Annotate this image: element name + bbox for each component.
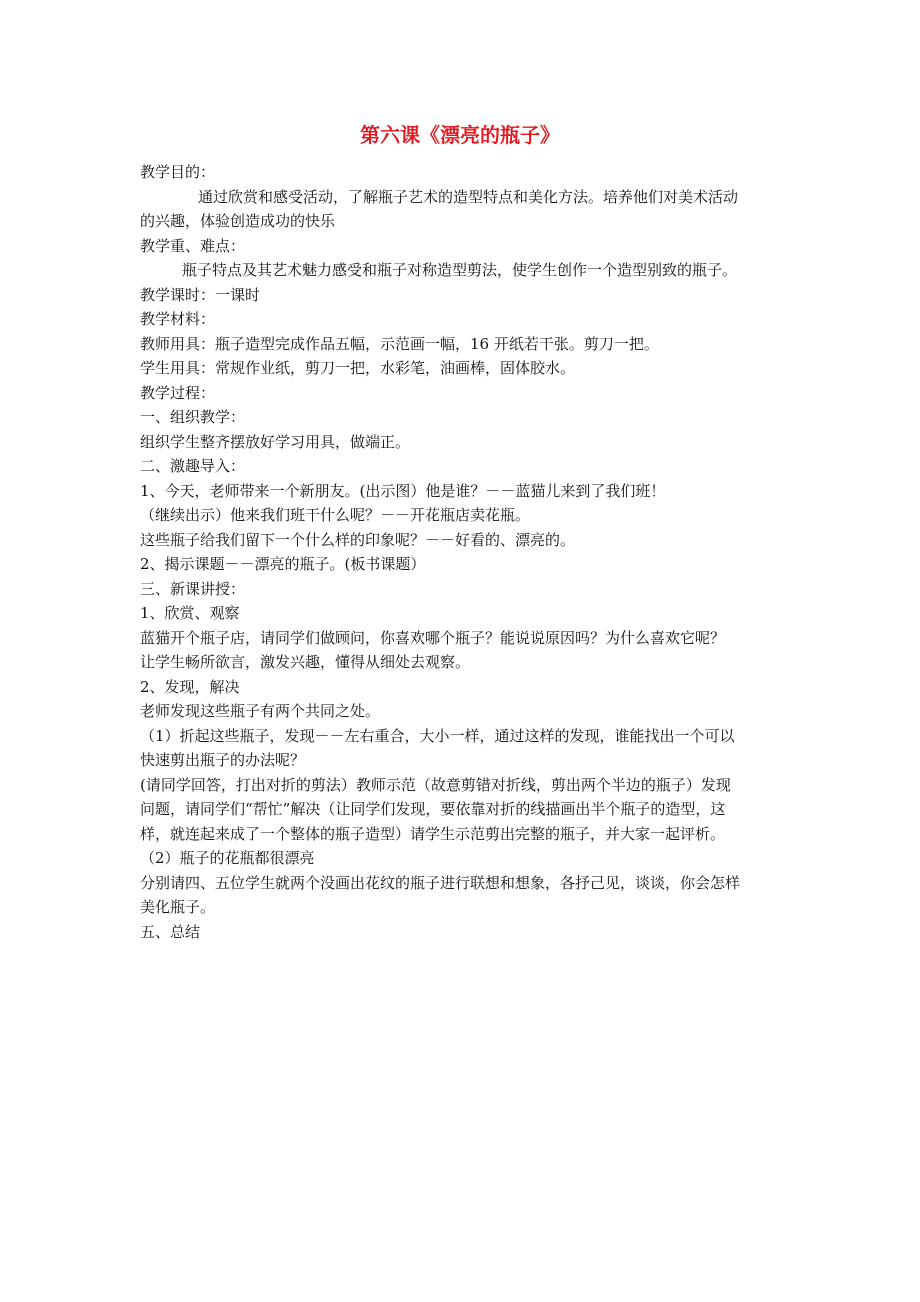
- step3-sub2-text-line-9: 美化瓶子。: [140, 898, 216, 916]
- step3-sub2-text-line-3: 快速剪出瓶子的办法呢？: [140, 751, 306, 769]
- periods-line: 教学课时：一课时: [140, 285, 261, 304]
- step3-sub2-heading: 2、发现，解决: [140, 677, 240, 696]
- objective-text-line-2: 的兴趣，体验创造成功的快乐: [140, 212, 336, 230]
- student-tools-line: 学生用具：常规作业纸，剪刀一把，水彩笔，油画棒，固体胶水。: [140, 359, 576, 377]
- step3-sub2-text-line-4: (请同学回答，打出对折的剪法）教师示范（故意剪错对折线，剪出两个半边的瓶子）发现: [140, 775, 731, 794]
- step2-heading: 二、激趣导入：: [140, 457, 246, 475]
- teacher-tools-line: 教师用具：瓶子造型完成作品五幅，示范画一幅，16 开纸若干张。剪刀一把。: [140, 334, 659, 353]
- step5-heading: 五、总结: [140, 922, 201, 941]
- step1-text: 组织学生整齐摆放好学习用具，做端正。: [140, 432, 411, 451]
- step2-text-line-3: 这些瓶子给我们留下一个什么样的印象呢？－－好看的、漂亮的。: [140, 530, 576, 549]
- step3-sub2-text-line-1: 老师发现这些瓶子有两个共同之处。: [140, 702, 381, 720]
- keypoints-text: 瓶子特点及其艺术魅力感受和瓶子对称造型剪法，使学生创作一个造型别致的瓶子。: [182, 261, 738, 279]
- step2-text-line-1: 1、今天，老师带来一个新朋友。(出示图）他是谁？－－蓝猫儿来到了我们班！: [140, 481, 666, 500]
- objective-heading: 教学目的：: [140, 163, 216, 181]
- materials-heading: 教学材料：: [140, 310, 216, 328]
- step3-sub1-text-line-1: 蓝猫开个瓶子店，请同学们做顾问，你喜欢哪个瓶子？能说说原因吗？为什么喜欢它呢？: [140, 628, 726, 647]
- step3-sub2-text-line-5: 问题，请同学们“帮忙”解决（让同学们发现，要依靠对折的线描画出半个瓶子的造型，这: [140, 800, 726, 818]
- step3-sub2-text-line-7: （2）瓶子的花瓶都很漂亮: [140, 849, 315, 867]
- step2-text-line-2: （继续出示）他来我们班干什么呢？－－开花瓶店卖花瓶。: [140, 506, 531, 524]
- step3-sub2-text-line-2: （1）折起这些瓶子，发现－－左右重合，大小一样，通过这样的发现，谁能找出一个可以: [140, 726, 735, 745]
- step3-sub1-text-line-2: 让学生畅所欲言，激发兴趣，懂得从细处去观察。: [140, 653, 471, 671]
- step3-sub2-text-line-6: 样，就连起来成了一个整体的瓶子造型）请学生示范剪出完整的瓶子，并大家一起评析。: [140, 824, 726, 843]
- lesson-body: [140, 160, 790, 944]
- step3-sub2-text-line-8: 分别请四、五位学生就两个没画出花纹的瓶子进行联想和想象，各抒己见，谈谈，你会怎样: [140, 873, 741, 892]
- keypoints-heading: 教学重、难点：: [140, 236, 246, 255]
- step2-text-line-4: 2、揭示课题－－漂亮的瓶子。(板书课题）: [140, 555, 426, 573]
- step1-heading: 一、组织教学：: [140, 408, 246, 426]
- step3-sub1-heading: 1、欣赏、观察: [140, 604, 240, 622]
- objective-text-line-1: 通过欣赏和感受活动，了解瓶子艺术的造型特点和美化方法。培养他们对美术活动: [198, 187, 739, 206]
- step3-heading: 三、新课讲授：: [140, 579, 246, 598]
- page-title: 第六课《漂亮的瓶子》: [360, 123, 560, 147]
- process-heading: 教学过程：: [140, 383, 216, 402]
